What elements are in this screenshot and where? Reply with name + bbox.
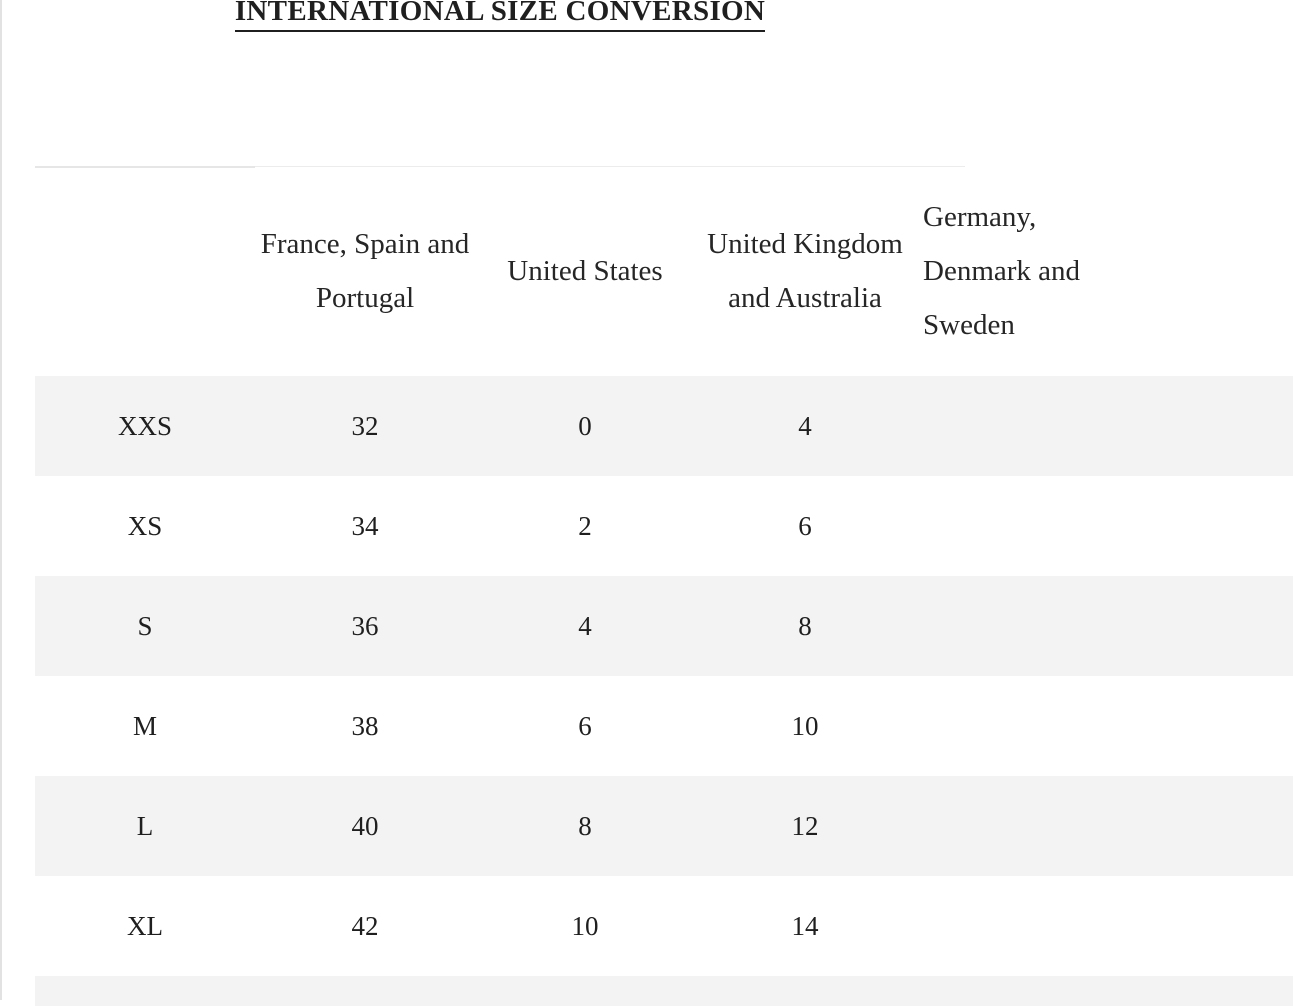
size-value-cell [1143, 876, 1293, 976]
size-value-cell [915, 876, 1143, 976]
size-value-cell [1143, 776, 1293, 876]
size-value-cell: 10 [791, 710, 819, 741]
header-germany-denmark-sweden: Germany, Denmark and Sweden [923, 201, 1081, 341]
size-label-cell: S [35, 576, 255, 676]
size-value-cell: 38 [351, 710, 379, 741]
size-value-cell [1143, 676, 1293, 776]
size-value-cell [915, 976, 1143, 1006]
table-row [35, 576, 1293, 676]
size-table-scroll-area[interactable] [35, 166, 1081, 1000]
size-label-cell: L [35, 776, 255, 876]
table-row [35, 976, 1293, 1006]
size-value-cell: 36 [255, 576, 475, 676]
size-value-cell: 34 [351, 510, 379, 541]
size-value-cell: 12 [695, 776, 915, 876]
table-row [35, 876, 1293, 976]
page-title-text: INTERNATIONAL SIZE CONVERSION [235, 0, 765, 32]
size-value-cell [915, 776, 1143, 876]
size-label-cell: XL [127, 910, 163, 941]
size-value-cell [475, 976, 695, 1006]
size-value-cell: 8 [475, 776, 695, 876]
size-value-cell [915, 376, 1143, 476]
table-row [35, 676, 1293, 776]
size-value-cell: 42 [351, 910, 379, 941]
table-top-rule-left [35, 166, 255, 168]
size-value-cell [1143, 476, 1293, 576]
size-value-cell [1143, 976, 1293, 1006]
size-value-cell: 10 [571, 910, 599, 941]
size-value-cell: 14 [791, 910, 819, 941]
size-label-cell: XS [127, 510, 163, 541]
left-edge-divider [0, 0, 2, 1000]
size-value-cell [695, 976, 915, 1006]
header-france-spain-portugal: France, Spain and Portugal [260, 228, 470, 314]
size-value-cell [1143, 576, 1293, 676]
table-header-row [35, 166, 1293, 376]
size-label-cell: M [132, 710, 157, 741]
header-united-states: United States [507, 255, 663, 287]
size-value-cell: 6 [578, 710, 592, 741]
page-title [0, 0, 1000, 32]
header-uk-australia: United Kingdom and Australia [707, 228, 903, 314]
table-row [35, 476, 1293, 576]
header-size-label [35, 166, 255, 376]
size-value-cell [915, 676, 1143, 776]
size-value-cell: 4 [695, 376, 915, 476]
size-value-cell: 4 [475, 576, 695, 676]
table-row [35, 376, 1293, 476]
size-label-cell: XXS [35, 376, 255, 476]
size-value-cell: 2 [578, 510, 592, 541]
size-value-cell: 6 [798, 510, 812, 541]
size-value-cell [1143, 376, 1293, 476]
size-value-cell: 8 [695, 576, 915, 676]
size-value-cell [915, 576, 1143, 676]
header-extra [1143, 166, 1293, 376]
size-value-cell: 40 [255, 776, 475, 876]
size-value-cell [255, 976, 475, 1006]
size-value-cell [915, 476, 1143, 576]
size-value-cell: 32 [255, 376, 475, 476]
table-row [35, 776, 1293, 876]
size-conversion-table [35, 166, 1293, 1006]
size-label-cell [35, 976, 255, 1006]
size-value-cell: 0 [475, 376, 695, 476]
